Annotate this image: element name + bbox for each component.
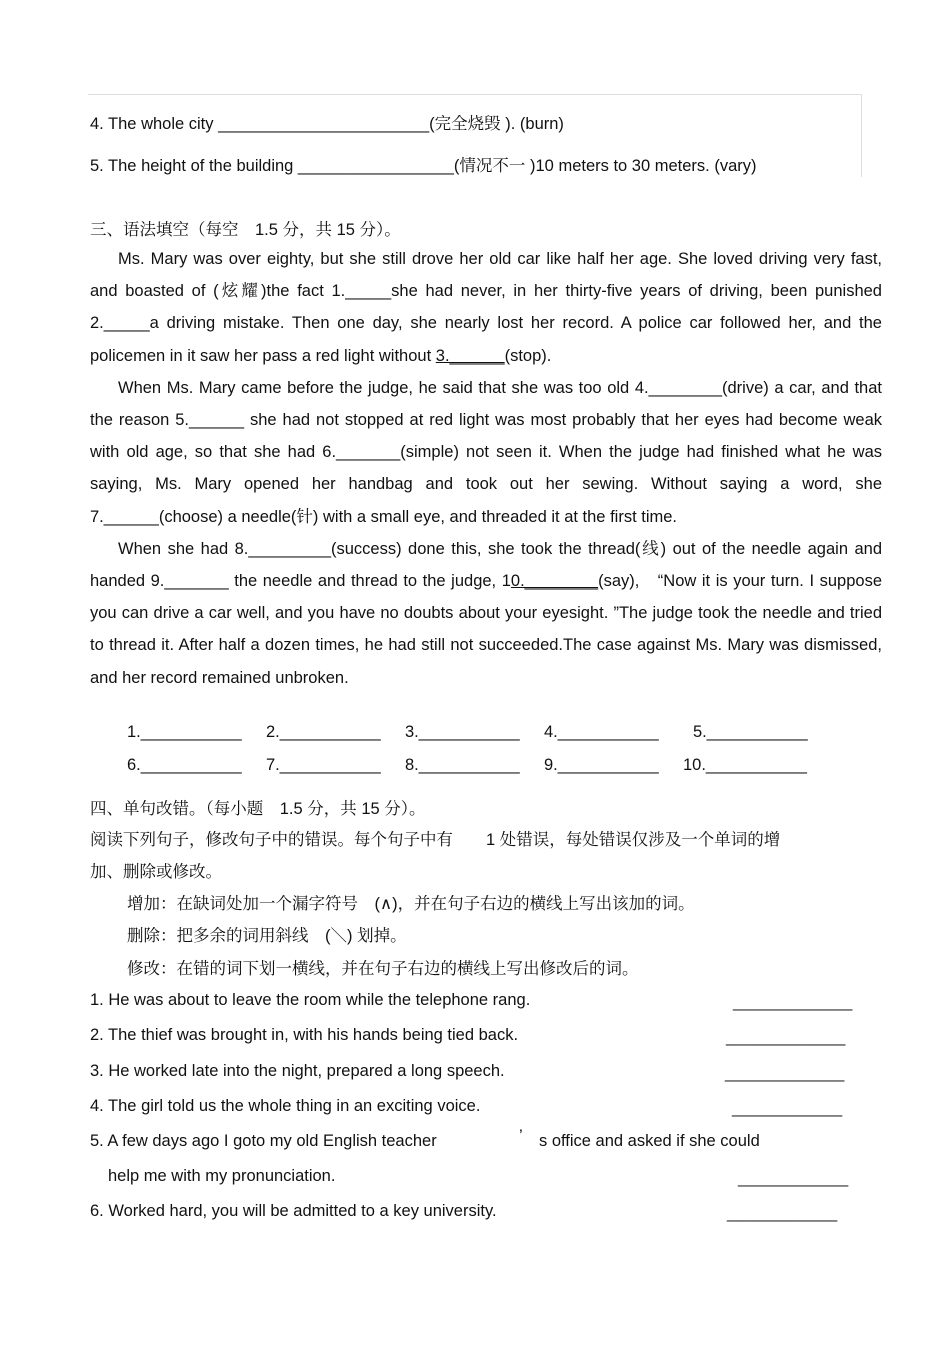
- rule-modify: 修改：在错的词下划一横线，并在句子右边的横线上写出修改后的词。: [127, 960, 639, 978]
- correction-blank-5[interactable]: ____________: [738, 1169, 849, 1187]
- answer-blank-6[interactable]: 6.___________: [127, 756, 242, 774]
- sentence-5: 5. A few days ago I goto my old English teacher: [90, 1132, 437, 1150]
- answer-blank-1[interactable]: 1.___________: [127, 723, 242, 741]
- correction-blank-4[interactable]: ____________: [732, 1099, 843, 1117]
- answer-blank-9[interactable]: 9.___________: [544, 756, 659, 774]
- blank-3: 3.______: [435, 346, 505, 365]
- sentence-3: 3. He worked late into the night, prepared a long speech.: [90, 1062, 505, 1080]
- question-5-line: 5. The height of the building _________________(情况不一 )10 meters to 30 meters. (vary): [90, 157, 757, 175]
- answer-blank-3[interactable]: 3.___________: [405, 723, 520, 741]
- section4-instruction-cont: 加、删除或修改。: [90, 863, 222, 881]
- answer-blank-8[interactable]: 8.___________: [405, 756, 520, 774]
- blank-1: _____: [345, 282, 392, 301]
- blank-5: ______: [189, 411, 245, 430]
- rule-add: 增加：在缺词处加一个漏字符号 (∧)，并在句子右边的横线上写出该加的词。: [127, 895, 695, 913]
- cloze-paragraph-1: Ms. Mary was over eighty, but she still drove her old car like half her age. She loved driving very fast, and boasted of (炫耀)the fact 1._____she had never, in her thirty-five years of driving, been punished 2._____a driving mistake. Then one day, she nearly lost her record. A police car followed her, and the policemen in it saw her pass a red light without 3.______(stop).: [90, 250, 882, 365]
- sentence-5-line2: help me with my pronunciation.: [108, 1167, 336, 1185]
- sentence-5-cont: s office and asked if she could: [539, 1132, 760, 1150]
- blank-4: ________: [648, 378, 723, 397]
- sentence-6: 6. Worked hard, you will be admitted to a key university.: [90, 1202, 497, 1220]
- blank-9: _______: [164, 572, 229, 591]
- answer-blank-5[interactable]: 5.___________: [693, 723, 808, 741]
- answer-blank-4[interactable]: 4.___________: [544, 723, 659, 741]
- sentence-1: 1. He was about to leave the room while the telephone rang.: [90, 991, 531, 1009]
- correction-blank-2[interactable]: _____________: [726, 1028, 846, 1046]
- cloze-paragraph-2: When Ms. Mary came before the judge, he said that she was too old 4.________(drive) a car, and that the reason 5.______ she had not stopped at red light was most probably that her eyes had become weak with old age, so that she had 6._______(simple) not seen it. When the judge had finished what he was saying, Ms. Mary opened her handbag and took out her sewing. Without saying a word, she 7.______(choose) a needle(针) with a small eye, and threaded it at the first time.: [90, 378, 882, 526]
- cloze-paragraph-3: When she had 8._________(success) done this, she took the thread(线) out of the needle again and handed 9._______ the needle and thread to the judge, 10.________(say), “Now it is your turn. I suppose you can drive a car well, and you have no doubts about your eyesight. ”The judge took the needle and tried to thread it. After half a dozen times, he had still not succeeded.The case against Ms. Mary was dismissed, and her record remained unbroken.: [90, 539, 883, 687]
- answer-blank-2[interactable]: 2.___________: [266, 723, 381, 741]
- blank-7: ______: [103, 507, 159, 526]
- correction-blank-6[interactable]: ____________: [727, 1204, 838, 1222]
- answer-blank-10[interactable]: 10.___________: [683, 756, 807, 774]
- blank-10: 0.________: [510, 572, 599, 591]
- section4-heading: 四、单句改错。（每小题 1.5 分，共 15 分）。: [90, 800, 426, 818]
- correction-blank-3[interactable]: _____________: [725, 1064, 845, 1082]
- answer-blank-7[interactable]: 7.___________: [266, 756, 381, 774]
- section4-instruction: 阅读下列句子，修改句子中的错误。每个句子中有 1 处错误，每处错误仅涉及一个单词的增: [90, 831, 781, 849]
- section3-heading: 三、语法填空（每空 1.5 分，共 15 分）。: [90, 221, 401, 239]
- rule-delete: 删除：把多余的词用斜线 (＼) 划掉。: [127, 927, 407, 945]
- blank-2: _____: [103, 314, 150, 333]
- blank-8: _________: [248, 539, 331, 558]
- cloze-passage: [90, 243, 882, 694]
- sentence-2: 2. The thief was brought in, with his hands being tied back.: [90, 1026, 519, 1044]
- question-4-line: 4. The whole city _______________________(完全烧毁 ). (burn): [90, 115, 564, 133]
- apostrophe-mark: ’: [519, 1127, 523, 1145]
- correction-blank-1[interactable]: _____________: [733, 993, 853, 1011]
- sentence-4: 4. The girl told us the whole thing in an exciting voice.: [90, 1097, 481, 1115]
